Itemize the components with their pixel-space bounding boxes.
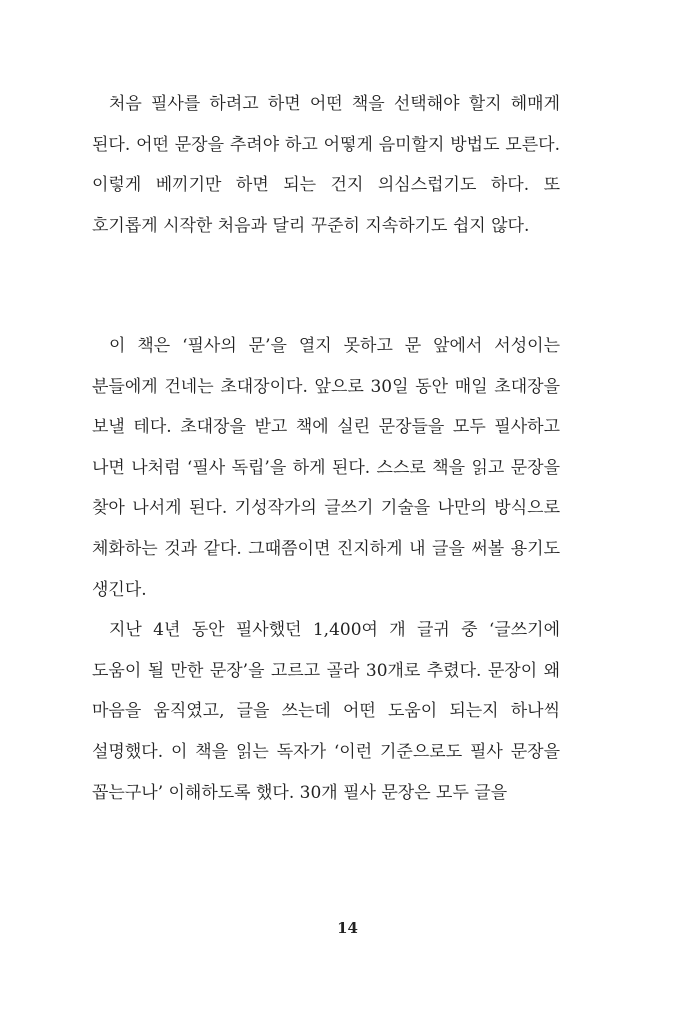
- page-number: 14: [337, 919, 358, 937]
- paragraph-2-text: 이 책은 ‘필사의 문’을 열지 못하고 문 앞에서 서성이는 분들에게 건네는 초대장이다. 앞으로 30일 동안 매일 초대장을 보낼 테다. 초대장을 받고 책에 실린 문장들을 모두 필사하고 나면 나처럼 ‘필사 독립’을 하게 된다. 스스로 책을 읽고 문장을 찾아 나서게 된다. 기성작가의 글쓰기 기술을 나만의 방식으로 체화하는 것과 같다. 그때쯤이면 진지하게 내 글을 써볼 용기도 생긴다.: [92, 336, 560, 600]
- paragraph-3-text: 지난 4년 동안 필사했던 1,400여 개 글귀 중 ‘글쓰기에 도움이 될 만한 문장’을 고르고 골라 30개로 추렸다. 문장이 왜 마음을 움직였고, 글을 쓰는데 어떤 도움이 되는지 하나씩 설명했다. 이 책을 읽는 독자가 ‘이런 기준으로도 필사 문장을 꼽는구나’ 이해하도록 했다. 30개 필사 문장은 모두 글을: [92, 620, 560, 803]
- body-text-section-2: [92, 326, 560, 813]
- paragraph-3: [92, 610, 560, 813]
- paragraph-1: [92, 84, 560, 246]
- paragraph-1-text: 처음 필사를 하려고 하면 어떤 책을 선택해야 할지 헤매게 된다. 어떤 문장을 추려야 하고 어떻게 음미할지 방법도 모른다. 이렇게 베끼기만 하면 되는 건지 의심스럽기도 하다. 또 호기롭게 시작한 처음과 달리 꾸준히 지속하기도 쉽지 않다.: [92, 94, 560, 236]
- paragraph-2: [92, 326, 560, 610]
- body-text-section-1: [92, 84, 560, 246]
